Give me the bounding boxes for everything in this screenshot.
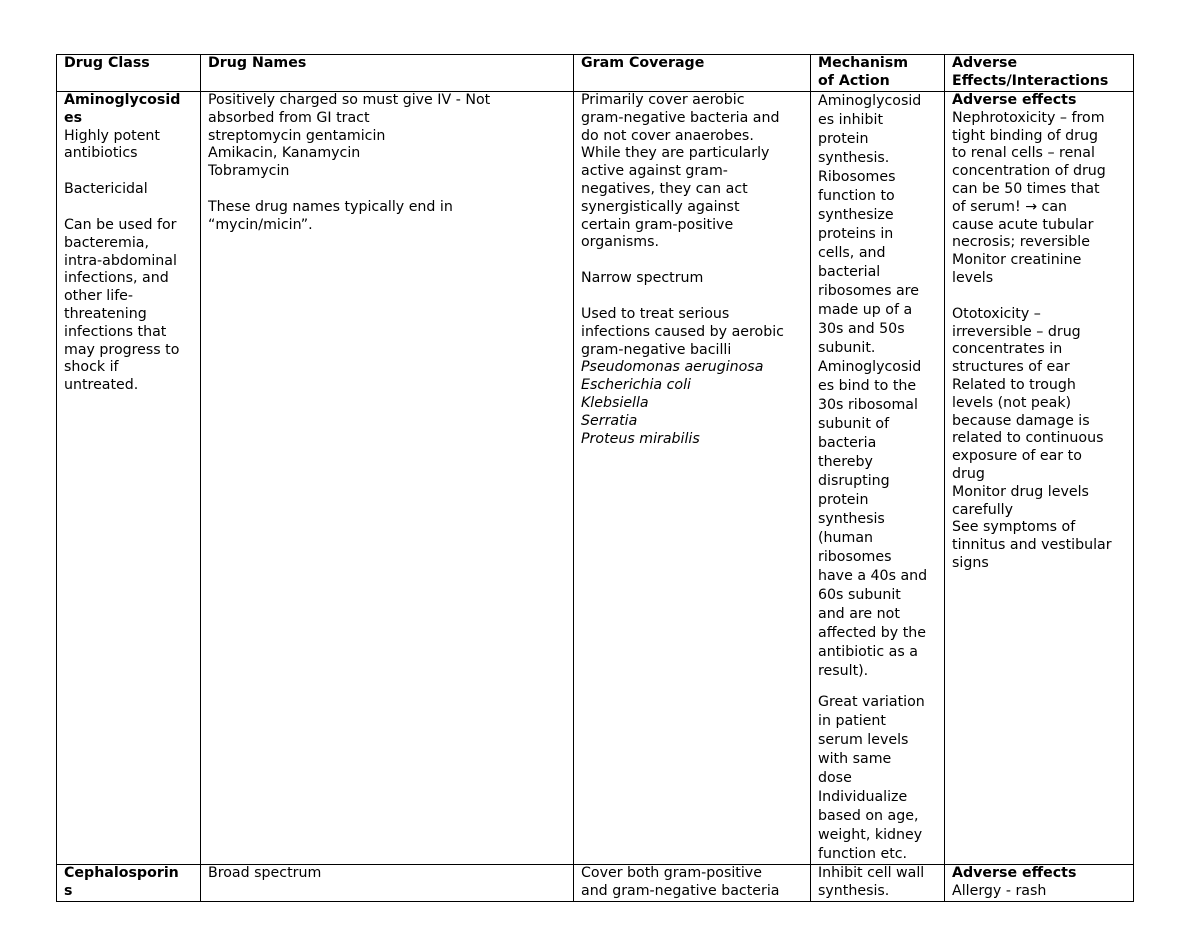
header-gram-coverage: Gram Coverage <box>574 55 811 92</box>
cephalosporins-class-cell: Cephalosporin s <box>57 865 201 902</box>
cephalosporins-coverage-cell: Cover both gram-positive and gram-negative bacteria <box>574 865 811 902</box>
header-drug-class: Drug Class <box>57 55 201 92</box>
aminoglycosides-class-cell: Aminoglycosid es Highly potent antibiotics Bactericidal Can be used for bacteremia, intra-abdominal infections, and other life- threatening infections that may progress to shock if untreated. <box>57 92 201 865</box>
aminoglycosides-mechanism-cell: Aminoglycosid es inhibit protein synthesis. Ribosomes function to synthesize proteins in cells, and bacterial ribosomes are made up of a 30s and 50s subunit. Aminoglycosid es bind to the 30s ribosomal subunit of bacteria thereby disrupting protein synthesis (human ribosomes have a 40s and 60s subunit and are not affected by the antibiotic as a result). Great variation in patient serum levels with same dose Individualize based on age, weight, kidney function etc. <box>811 92 945 865</box>
header-row <box>57 55 1134 92</box>
drug-table <box>56 54 1134 902</box>
header-mechanism: Mechanism of Action <box>811 55 945 92</box>
organism-item: Pseudomonas aeruginosa <box>581 359 764 376</box>
header-adverse: Adverse Effects/Interactions <box>945 55 1134 92</box>
header-drug-names: Drug Names <box>201 55 574 92</box>
aminoglycosides-adverse-cell: Adverse effects Nephrotoxicity – from tight binding of drug to renal cells – renal concentration of drug can be 50 times that of serum! → can cause acute tubular necrosis; reversible Monitor creatinine levels Ototoxicity – irreversible – drug concentrates in structures of ear Related to trough levels (not peak) because damage is related to continuous exposure of ear to drug Monitor drug levels carefully See symptoms of tinnitus and vestibular signs <box>945 92 1134 865</box>
aminoglycosides-coverage-cell: Primarily cover aerobic gram-negative bacteria and do not cover anaerobes. While they are particularly active against gram- negatives, they can act synergistically against certain gram-positive organisms. Narrow spectrum Used to treat serious infections caused by aerobic gram-negative bacilli Pseudomonas aeruginosa Escherichia coli Klebsiella Serratia Proteus mirabilis <box>574 92 811 865</box>
table-row <box>57 865 1134 902</box>
aminoglycosides-names-cell: Positively charged so must give IV - Not absorbed from GI tract streptomycin gentamicin Amikacin, Kanamycin Tobramycin These drug names typically end in “mycin/micin”. <box>201 92 574 865</box>
organism-item: Proteus mirabilis <box>581 430 700 447</box>
organism-item: Serratia <box>581 412 638 429</box>
cephalosporins-mechanism-cell: Inhibit cell wall synthesis. <box>811 865 945 902</box>
organism-item: Escherichia coli <box>581 377 691 394</box>
cephalosporins-names-cell: Broad spectrum <box>201 865 574 902</box>
table-row <box>57 92 1134 865</box>
cephalosporins-adverse-cell: Adverse effects Allergy - rash <box>945 865 1134 902</box>
organism-item: Klebsiella <box>581 394 649 411</box>
